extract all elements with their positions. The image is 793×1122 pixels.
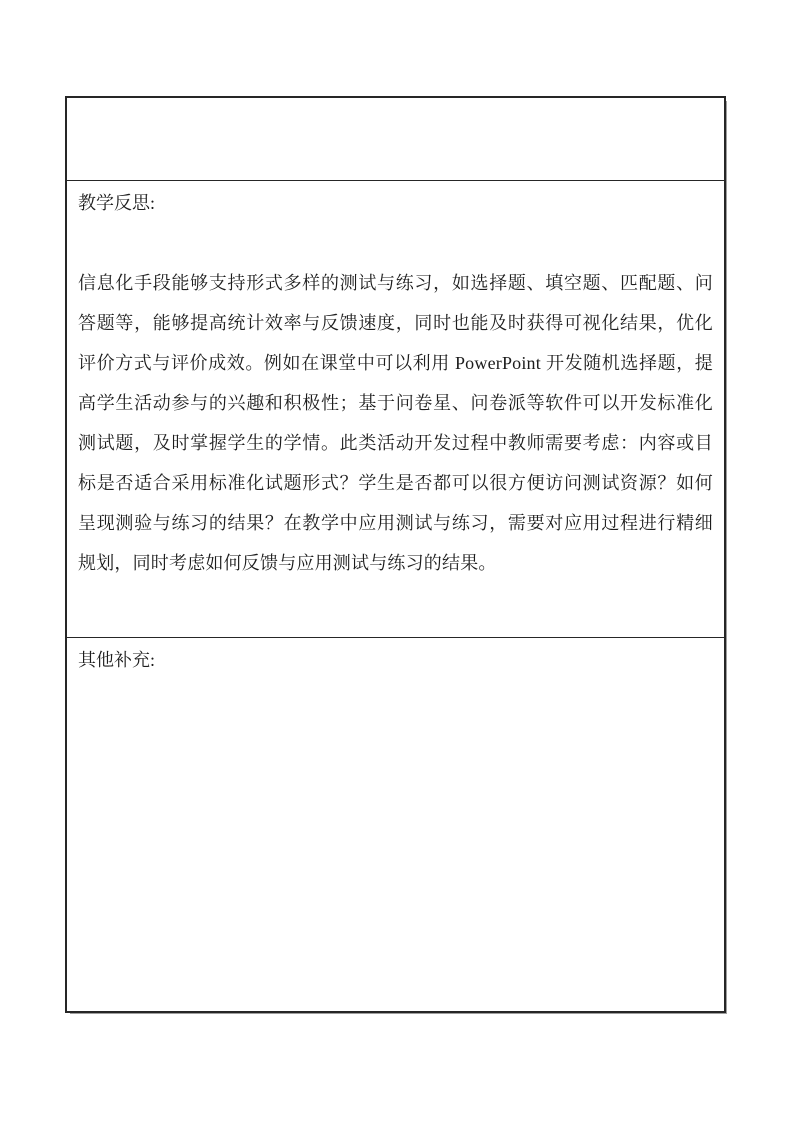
table-row-teaching-reflection (67, 181, 724, 638)
table-row-other-supplement (67, 638, 724, 1011)
blank-line (78, 223, 713, 263)
lesson-plan-table (65, 96, 726, 1013)
table-row-empty (67, 98, 724, 181)
teaching-reflection-label: 教学反思: (78, 193, 156, 213)
other-supplement-label: 其他补充: (78, 650, 156, 670)
teaching-reflection-body: 信息化手段能够支持形式多样的测试与练习，如选择题、填空题、匹配题、问答题等，能够提高统计效率与反馈速度，同时也能及时获得可视化结果，优化评价方式与评价成效。例如在课堂中可以利用 PowerPoint 开发随机选择题，提高学生活动参与的兴趣和积极性；基于问卷星、问卷派等软件可以开发标准化测试题，及时掌握学生的学情。此类活动开发过程中教师需要考虑：内容或目标是否适合采用标准化试题形式？学生是否都可以很方便访问测试资源？如何呈现测验与练习的结果？在教学中应用测试与练习，需要对应用过程进行精细规划，同时考虑如何反馈与应用测试与练习的结果。 (78, 273, 713, 573)
